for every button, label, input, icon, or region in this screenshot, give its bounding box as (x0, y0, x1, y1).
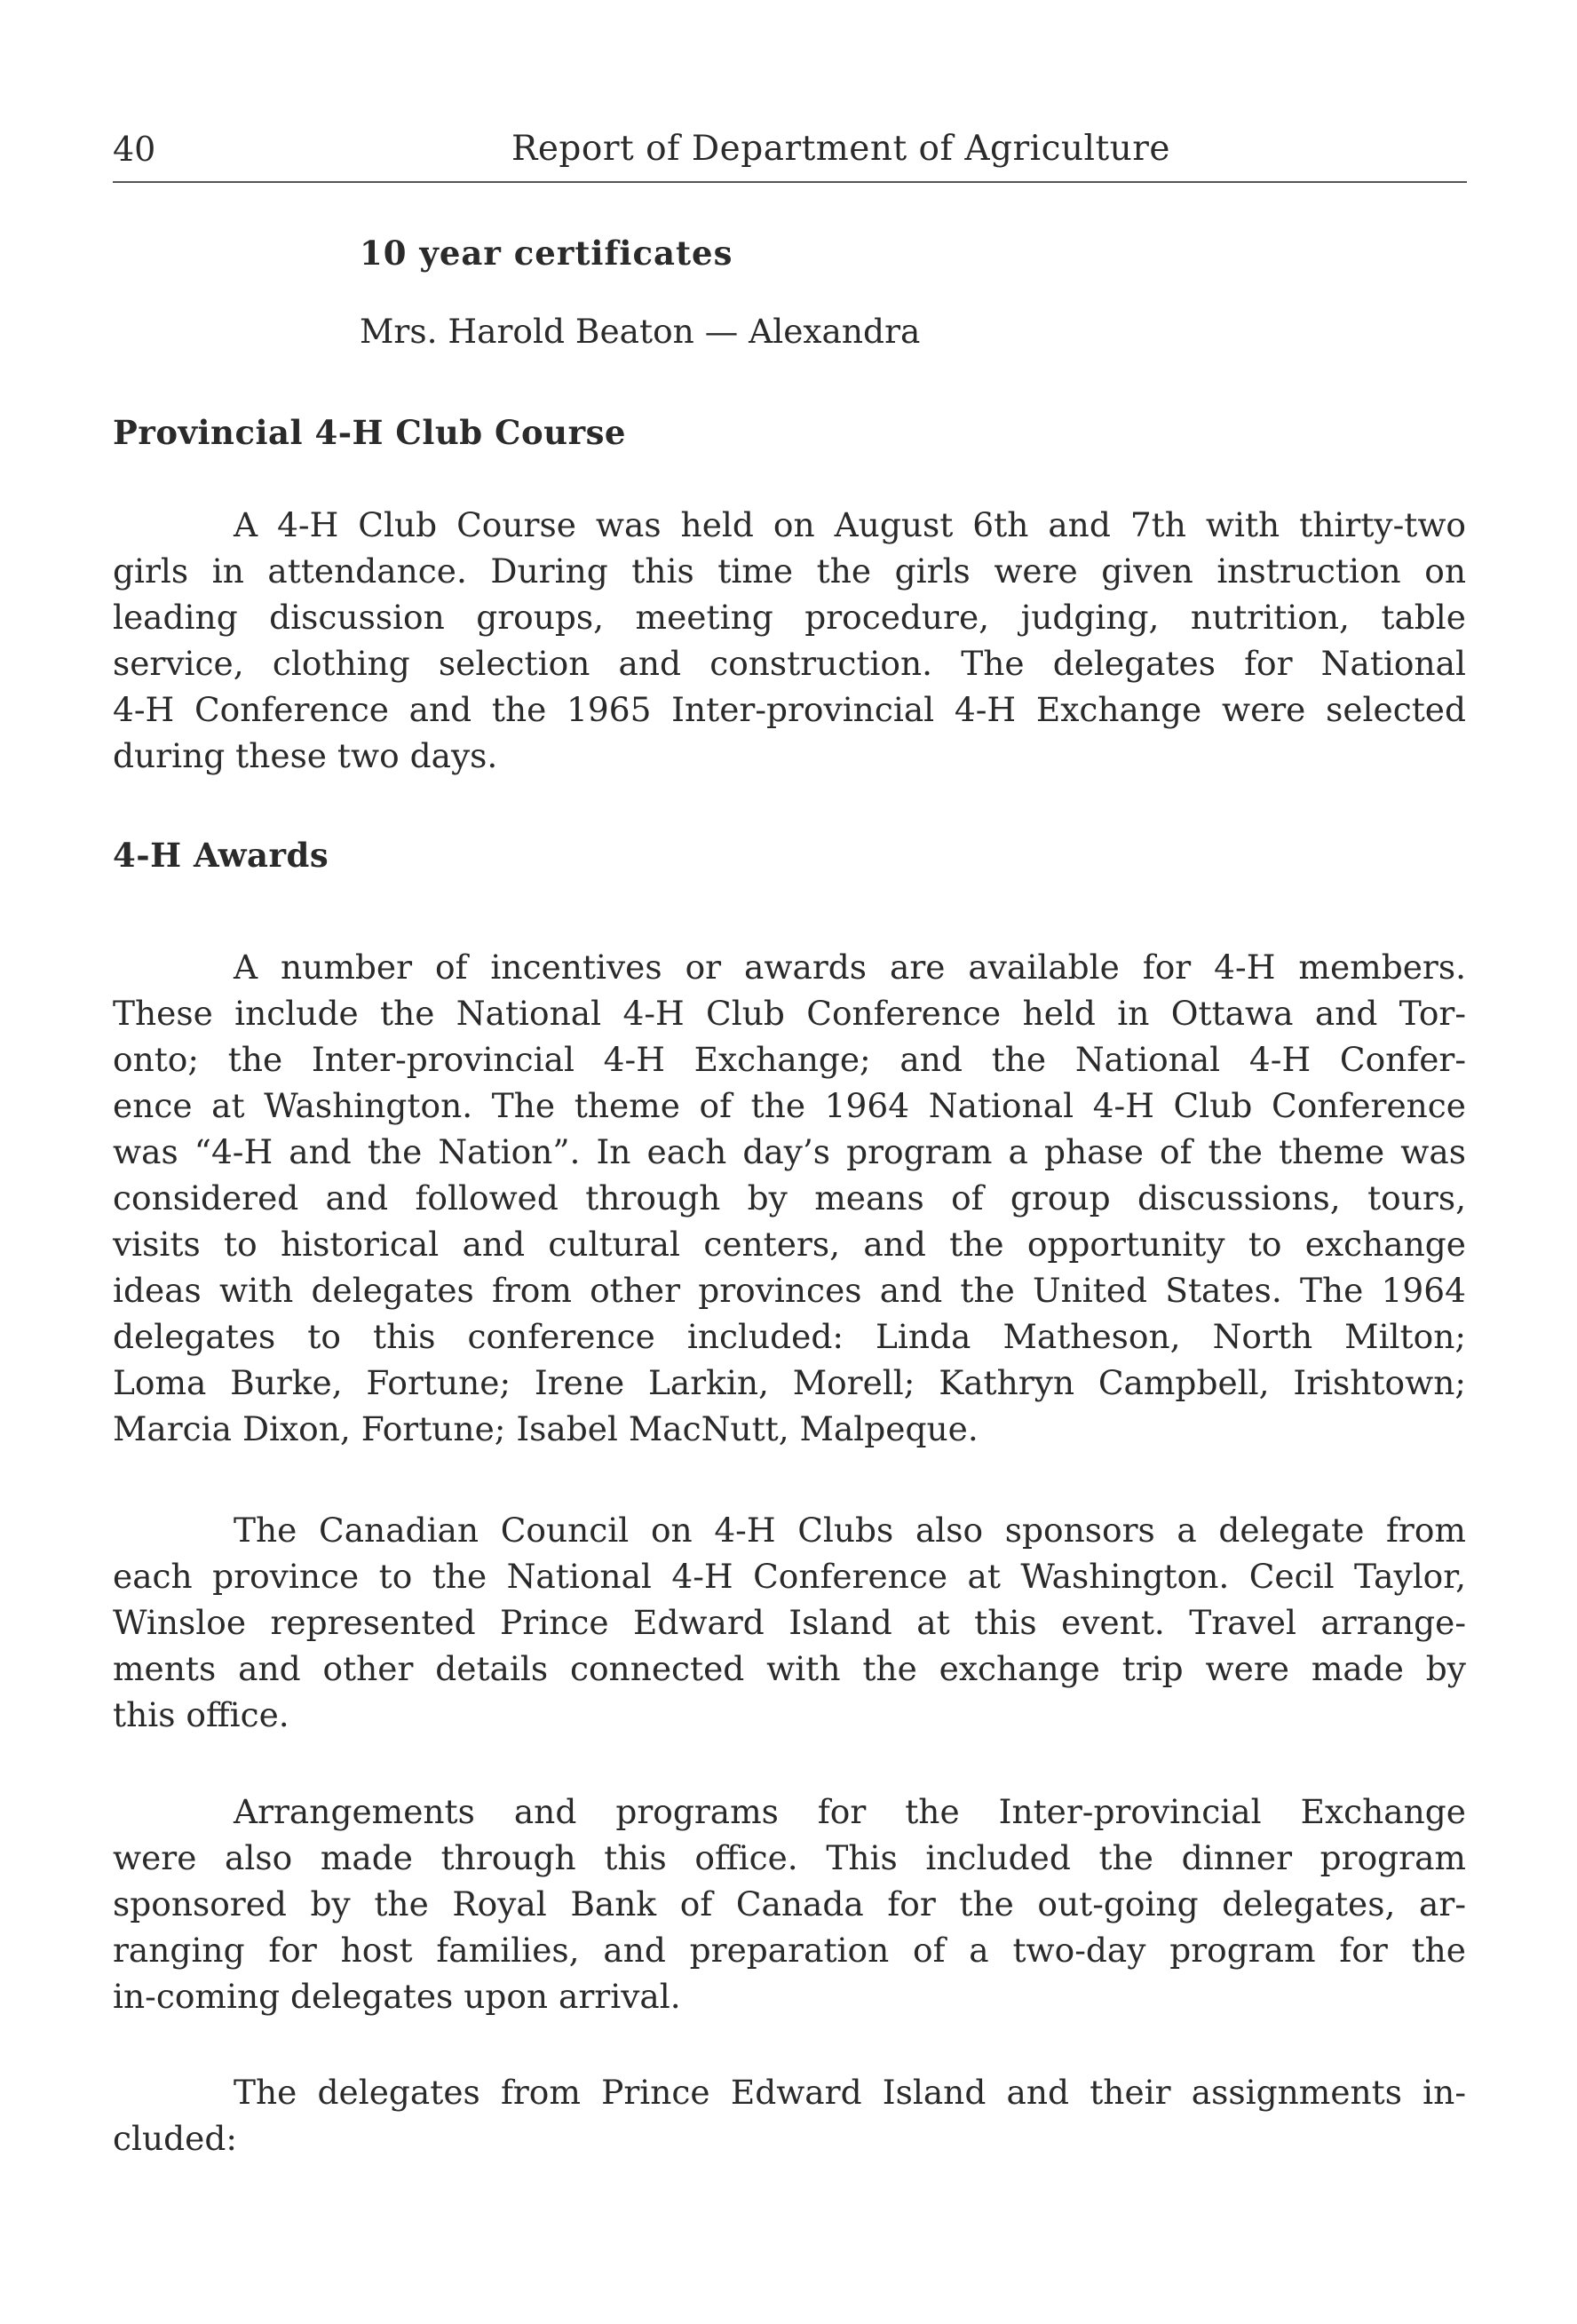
paragraph-line: delegates to this conference included: Linda Matheson, North Milton; (113, 1317, 1466, 1356)
paragraph-line: Marcia Dixon, Fortune; Isabel MacNutt, Malpeque. (113, 1409, 979, 1448)
page-header (113, 123, 1467, 176)
paragraph-line: was “4-H and the Nation”. In each day’s program a phase of the theme was (113, 1132, 1466, 1171)
paragraph-line: A number of incentives or awards are available for 4-H members. (234, 948, 1466, 987)
paragraph-line: in-coming delegates upon arrival. (113, 1977, 681, 2016)
paragraph-line: ranging for host families, and preparation of a two-day program for the (113, 1931, 1466, 1970)
paragraph-line: onto; the Inter-provincial 4-H Exchange; and the National 4-H Confer- (113, 1040, 1466, 1079)
paragraph-line: considered and followed through by means of group discussions, tours, (113, 1178, 1466, 1218)
paragraph-line: each province to the National 4-H Conference at Washington. Cecil Taylor, (113, 1557, 1466, 1596)
paragraph-line: girls in attendance. During this time the girls were given instruction on (113, 551, 1466, 591)
certificate-entry: Mrs. Harold Beaton — Alexandra (360, 312, 921, 351)
header-rule (113, 181, 1467, 183)
paragraph-line: ideas with delegates from other provinces and the United States. The 1964 (113, 1271, 1466, 1310)
page-number: 40 (113, 130, 156, 169)
paragraph-line: 4-H Conference and the 1965 Inter-provincial 4-H Exchange were selected (113, 690, 1466, 729)
paragraph-line: during these two days. (113, 736, 498, 775)
section-heading-awards: 4-H Awards (113, 836, 329, 875)
running-title: Report of Department of Agriculture (511, 129, 1171, 169)
paragraph-line: These include the National 4-H Club Conference held in Ottawa and Tor- (113, 994, 1466, 1033)
paragraph-line: ments and other details connected with the exchange trip were made by (113, 1649, 1466, 1688)
certificates-label: 10 year certificates (360, 234, 733, 273)
paragraph-line: leading discussion groups, meeting procedure, judging, nutrition, table (113, 598, 1466, 637)
paragraph-line: Winsloe represented Prince Edward Island at this event. Travel arrange- (113, 1603, 1466, 1642)
paragraph-line: A 4-H Club Course was held on August 6th and 7th with thirty-two (234, 505, 1466, 544)
paragraph-line: cluded: (113, 2119, 237, 2158)
paragraph-line: sponsored by the Royal Bank of Canada for the out-going delegates, ar- (113, 1884, 1466, 1923)
paragraph-line: this office. (113, 1695, 289, 1734)
section-heading-course: Provincial 4-H Club Course (113, 413, 626, 452)
paragraph-line: Arrangements and programs for the Inter-provincial Exchange (234, 1792, 1466, 1831)
paragraph-line: The Canadian Council on 4-H Clubs also sponsors a delegate from (234, 1511, 1466, 1550)
paragraph-line: visits to historical and cultural centers, and the opportunity to exchange (113, 1225, 1466, 1264)
paragraph-line: The delegates from Prince Edward Island and their assignments in- (234, 2073, 1466, 2112)
paragraph-line: service, clothing selection and construction. The delegates for National (113, 644, 1466, 683)
paragraph-line: ence at Washington. The theme of the 1964 National 4-H Club Conference (113, 1086, 1466, 1125)
paragraph-line: Loma Burke, Fortune; Irene Larkin, Morell; Kathryn Campbell, Irishtown; (113, 1363, 1466, 1402)
paragraph-line: were also made through this office. This included the dinner program (113, 1838, 1466, 1877)
